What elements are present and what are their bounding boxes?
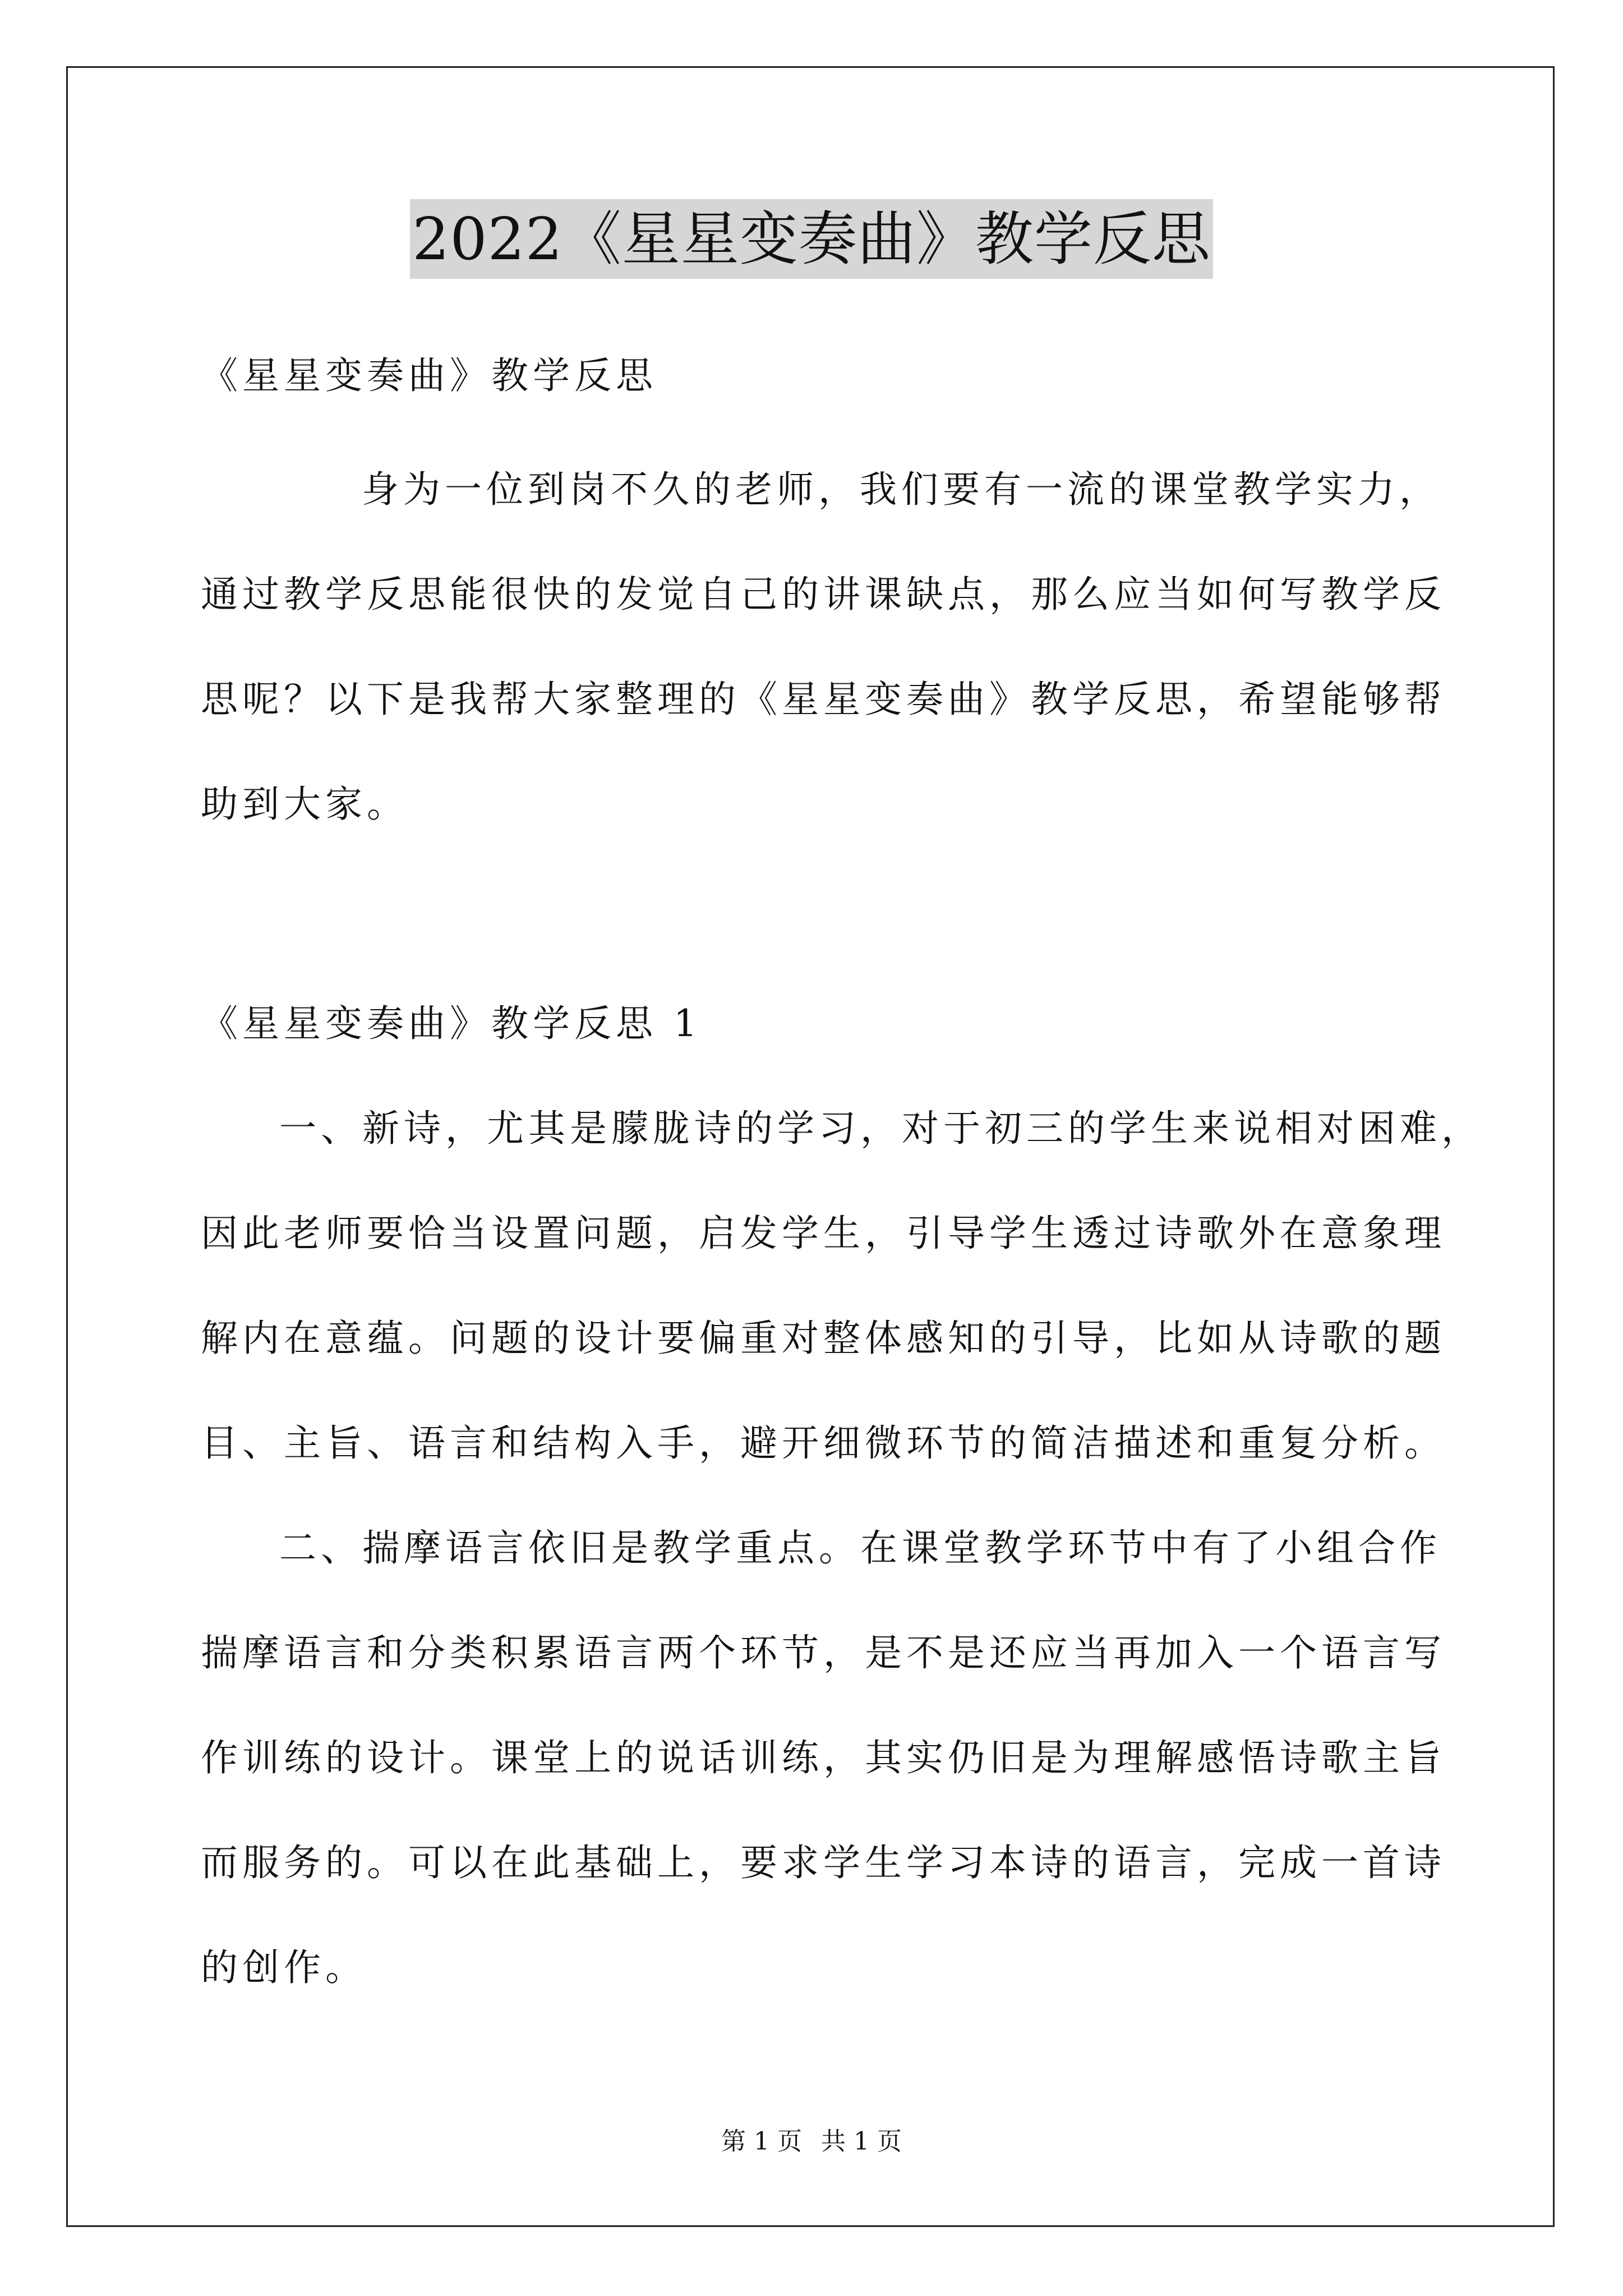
intro-line-1: 身为一位到岗不久的老师，我们要有一流的课堂教学实力， [362,468,1441,511]
intro-line-2: 通过教学反思能很快的发觉自己的讲课缺点，那么应当如何写教学反 [201,573,1446,616]
page-footer [0,2126,1623,2157]
paragraph1-line-2: 因此老师要恰当设置问题，启发学生，引导学生透过诗歌外在意象理 [201,1212,1446,1255]
paragraph2-line-4: 而服务的。可以在此基础上，要求学生学习本诗的语言，完成一首诗 [201,1841,1446,1884]
subtitle: 《星星变奏曲》教学反思 [201,354,657,397]
title-wrapper [0,199,1623,279]
section-heading: 《星星变奏曲》教学反思 1 [201,1002,702,1045]
paragraph2-line-1: 二、揣摩语言依旧是教学重点。在课堂教学环节中有了小组合作 [279,1526,1441,1570]
document-title: 2022《星星变奏曲》教学反思 [410,199,1213,279]
page-number-total: 共 1 页 [821,2127,902,2156]
paragraph1-line-4: 目、主旨、语言和结构入手，避开细微环节的简洁描述和重复分析。 [201,1421,1446,1465]
paragraph2-line-5: 的创作。 [201,1946,367,1989]
page-number-current: 第 1 页 [721,2127,802,2156]
intro-line-3: 思呢？以下是我帮大家整理的《星星变奏曲》教学反思，希望能够帮 [201,678,1446,721]
intro-line-4: 助到大家。 [201,783,408,826]
paragraph2-line-2: 揣摩语言和分类积累语言两个环节，是不是还应当再加入一个语言写 [201,1631,1446,1674]
paragraph1-line-1: 一、新诗，尤其是朦胧诗的学习，对于初三的学生来说相对困难， [279,1107,1483,1150]
paragraph2-line-3: 作训练的设计。课堂上的说话训练，其实仍旧是为理解感悟诗歌主旨 [201,1736,1446,1779]
paragraph1-line-3: 解内在意蕴。问题的设计要偏重对整体感知的引导，比如从诗歌的题 [201,1317,1446,1360]
